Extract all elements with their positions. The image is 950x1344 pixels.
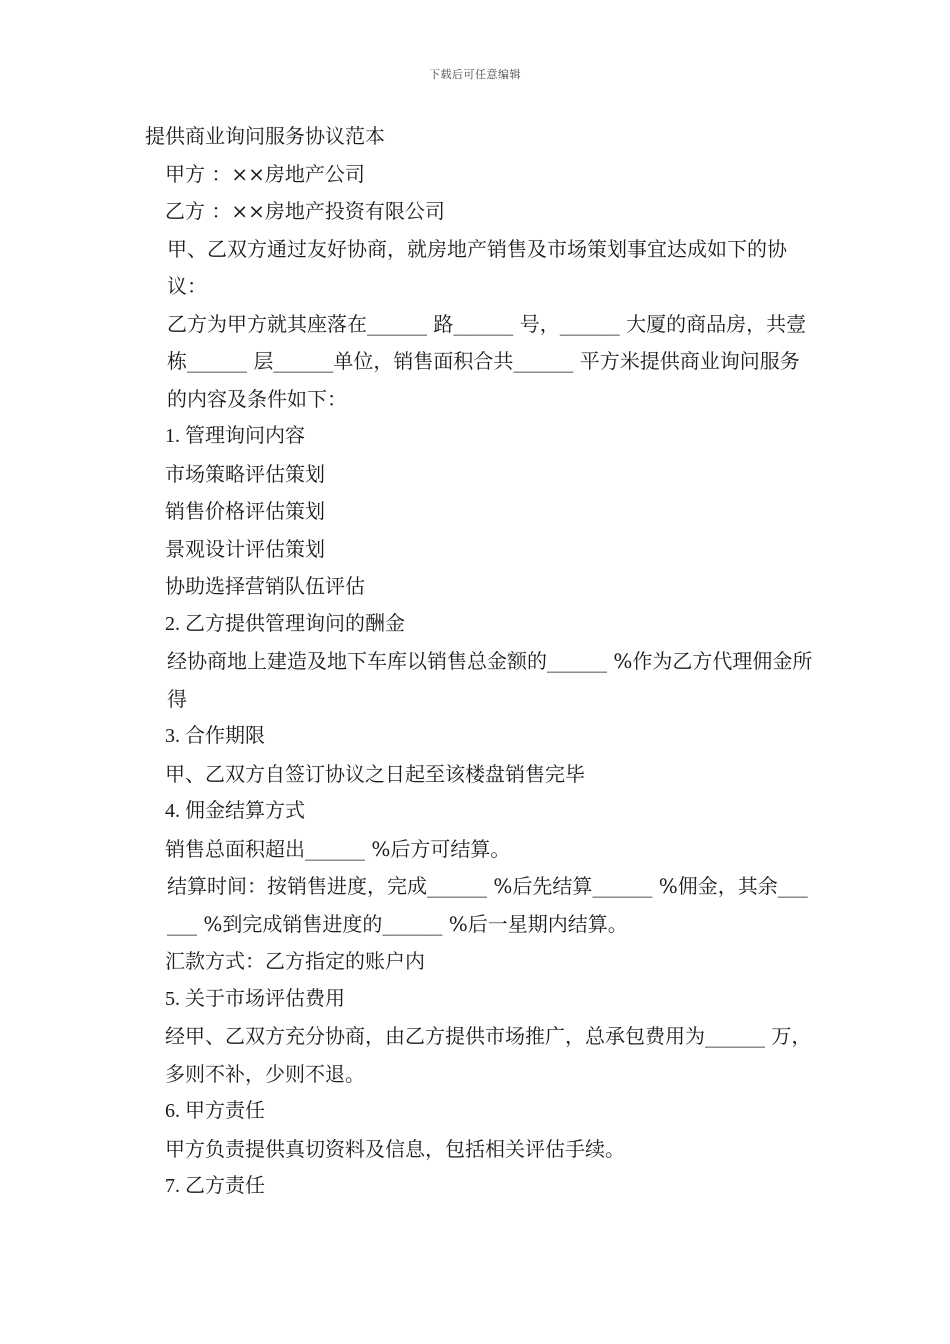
section-6-heading: 6. 甲方责任: [165, 1100, 265, 1122]
intro-paragraph: 甲、乙双方通过友好协商，就房地产销售及市场策划事宜达成如下的协议：: [167, 236, 787, 298]
section-1-heading: 1. 管理询问内容: [165, 425, 305, 447]
section-4-heading: 4. 佣金结算方式: [165, 800, 305, 822]
section-1-item: 市场策略评估策划: [165, 461, 325, 486]
section-5-heading: 5. 关于市场评估费用: [165, 987, 345, 1010]
section-4-text-threshold: 销售总面积超出______ %后方可结算。: [165, 836, 511, 861]
section-7-heading: 7. 乙方责任: [165, 1175, 265, 1197]
section-4-text-remittance: 汇款方式：乙方指定的账户内: [165, 949, 425, 973]
section-4-text-schedule: 结算时间：按销售进度，完成______ %后先结算______ %佣金，其余______ %到完成销售进度的______ %后一星期内结算。: [167, 874, 808, 936]
section-2-text: 经协商地上建造及地下车库以销售总金额的______ %作为乙方代理佣金所得: [167, 649, 813, 711]
section-3-text: 甲、乙双方自签订协议之日起至该楼盘销售完毕: [165, 761, 585, 786]
section-6-text: 甲方负责提供真切资料及信息，包括相关评估手续。: [165, 1136, 625, 1161]
scope-paragraph: 乙方为甲方就其座落在______ 路______ 号，______ 大厦的商品房，共壹栋______ 层______单位，销售面积合共______ 平方米提供商业询问服务的内容及条件如下：: [167, 311, 807, 411]
section-5-text: 经甲、乙双方充分协商，由乙方提供市场推广，总承包费用为______ 万，多则不补，少则不退。: [165, 1024, 812, 1086]
party-b-line: 乙方 ：××房地产投资有限公司: [165, 199, 445, 223]
section-2-heading: 2. 乙方提供管理询问的酬金: [165, 612, 405, 635]
section-1-item: 销售价格评估策划: [165, 499, 325, 523]
document-body: [145, 118, 815, 1206]
section-1-item: 景观设计评估策划: [165, 536, 325, 561]
section-1-item: 协助选择营销队伍评估: [165, 574, 365, 598]
document-title: 提供商业询问服务协议范本: [145, 124, 385, 148]
section-3-heading: 3. 合作期限: [165, 725, 265, 747]
page-header-note: 下载后可任意编辑: [429, 68, 521, 81]
party-a-line: 甲方 ：××房地产公司: [165, 161, 365, 186]
